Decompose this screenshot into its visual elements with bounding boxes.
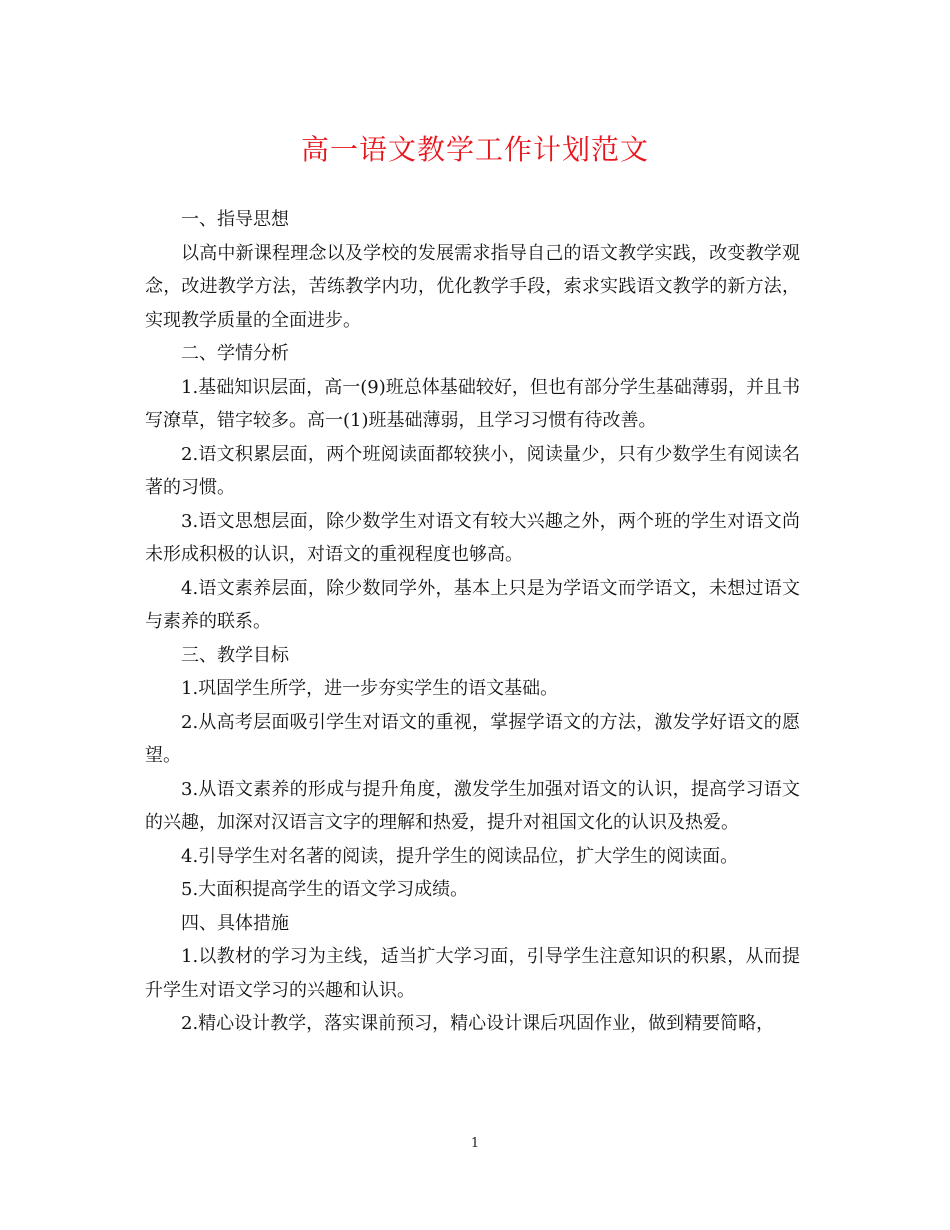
paragraph: 3.从语文素养的形成与提升角度，激发学生加强对语文的认识，提高学习语文的兴趣，加深对汉语言文字的理解和热爱，提升对祖国文化的认识及热爱。	[145, 778, 800, 833]
paragraph: 2.语文积累层面，两个班阅读面都较狭小，阅读量少，只有少数学生有阅读名著的习惯。	[145, 443, 800, 498]
heading-student-analysis: 二、学情分析	[181, 343, 289, 364]
paragraph: 5.大面积提高学生的语文学习成绩。	[181, 879, 469, 900]
paragraph: 以高中新课程理念以及学校的发展需求指导自己的语文教学实践，改变教学观念，改进教学方法，苦练教学内功，优化教学手段，索求实践语文教学的新方法，实现教学质量的全面进步。	[145, 242, 800, 331]
paragraph: 1.以教材的学习为主线，适当扩大学习面，引导学生注意知识的积累，从而提升学生对语文学习的兴趣和认识。	[145, 946, 800, 1001]
paragraph: 4.引导学生对名著的阅读，提升学生的阅读品位，扩大学生的阅读面。	[181, 845, 739, 867]
heading-teaching-goals: 三、教学目标	[181, 644, 289, 666]
paragraph: 1.基础知识层面，高一(9)班总体基础较好，但也有部分学生基础薄弱，并且书写潦草，错字较多。高一(1)班基础薄弱，且学习习惯有待改善。	[145, 376, 800, 431]
page-number: 1	[470, 1136, 480, 1151]
paragraph: 4.语文素养层面，除少数同学外，基本上只是为学语文而学语文，未想过语文与素养的联系。	[145, 577, 800, 632]
paragraph: 2.精心设计教学，落实课前预习，精心设计课后巩固作业，做到精要简略，	[181, 1013, 775, 1034]
paragraph: 3.语文思想层面，除少数学生对语文有较大兴趣之外，两个班的学生对语文尚未形成积极的认识，对语文的重视程度也够高。	[145, 510, 800, 565]
heading-guiding-ideology: 一、指导思想	[181, 209, 289, 230]
paragraph: 2.从高考层面吸引学生对语文的重视，掌握学语文的方法，激发学好语文的愿望。	[145, 711, 800, 766]
document-body	[145, 203, 800, 1041]
heading-specific-measures: 四、具体措施	[181, 912, 289, 934]
document-title: 高一语文教学工作计划范文	[300, 133, 649, 166]
paragraph: 1.巩固学生所学，进一步夯实学生的语文基础。	[181, 678, 559, 699]
